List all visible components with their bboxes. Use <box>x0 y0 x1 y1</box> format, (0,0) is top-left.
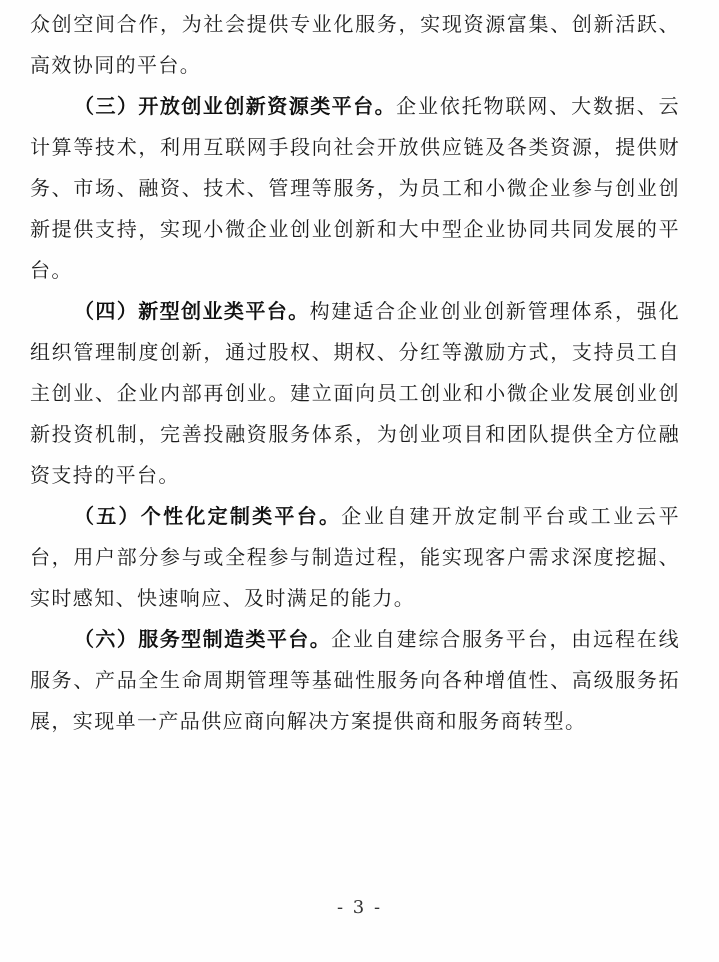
paragraph-text: 企业自建开放定制平台或工业云平台，用户部分参与或全程参与制造过程，能实现客户需求深度挖掘、实时感知、快速响应、及时满足的能力。 <box>30 504 681 610</box>
paragraph-service-manufacturing-platform <box>30 619 680 742</box>
paragraph-text: 众创空间合作，为社会提供专业化服务，实现资源富集、创新活跃、高效协同的平台。 <box>30 12 680 77</box>
paragraph-customization-platform <box>30 496 680 619</box>
page-number: - 3 - <box>336 897 383 918</box>
paragraph-text: 企业自建综合服务平台，由远程在线服务、产品全生命周期管理等基础性服务向各种增值性、高级服务拓展，实现单一产品供应商向解决方案提供商和服务商转型。 <box>30 627 680 733</box>
paragraph-open-resources-platform <box>30 86 680 291</box>
paragraph-text: 企业依托物联网、大数据、云计算等技术，利用互联网手段向社会开放供应链及各类资源，提供财务、市场、融资、技术、管理等服务，为员工和小微企业参与创业创新提供支持，实现小微企业创业创新和大中型企业协同共同发展的平台。 <box>30 94 680 282</box>
section-heading-4: （四）新型创业类平台。 <box>74 299 310 323</box>
document-body <box>30 4 680 742</box>
paragraph-continuation <box>30 4 680 86</box>
paragraph-text: 构建适合企业创业创新管理体系，强化组织管理制度创新，通过股权、期权、分红等激励方式，支持员工自主创业、企业内部再创业。建立面向员工创业和小微企业发展创业创新投资机制，完善投融资服务体系，为创业项目和团队提供全方位融资支持的平台。 <box>30 299 680 487</box>
paragraph-new-entrepreneurship-platform <box>30 291 680 496</box>
section-heading-5: （五）个性化定制类平台。 <box>74 504 342 528</box>
section-heading-6: （六）服务型制造类平台。 <box>74 627 332 651</box>
section-heading-3: （三）开放创业创新资源类平台。 <box>74 94 397 118</box>
